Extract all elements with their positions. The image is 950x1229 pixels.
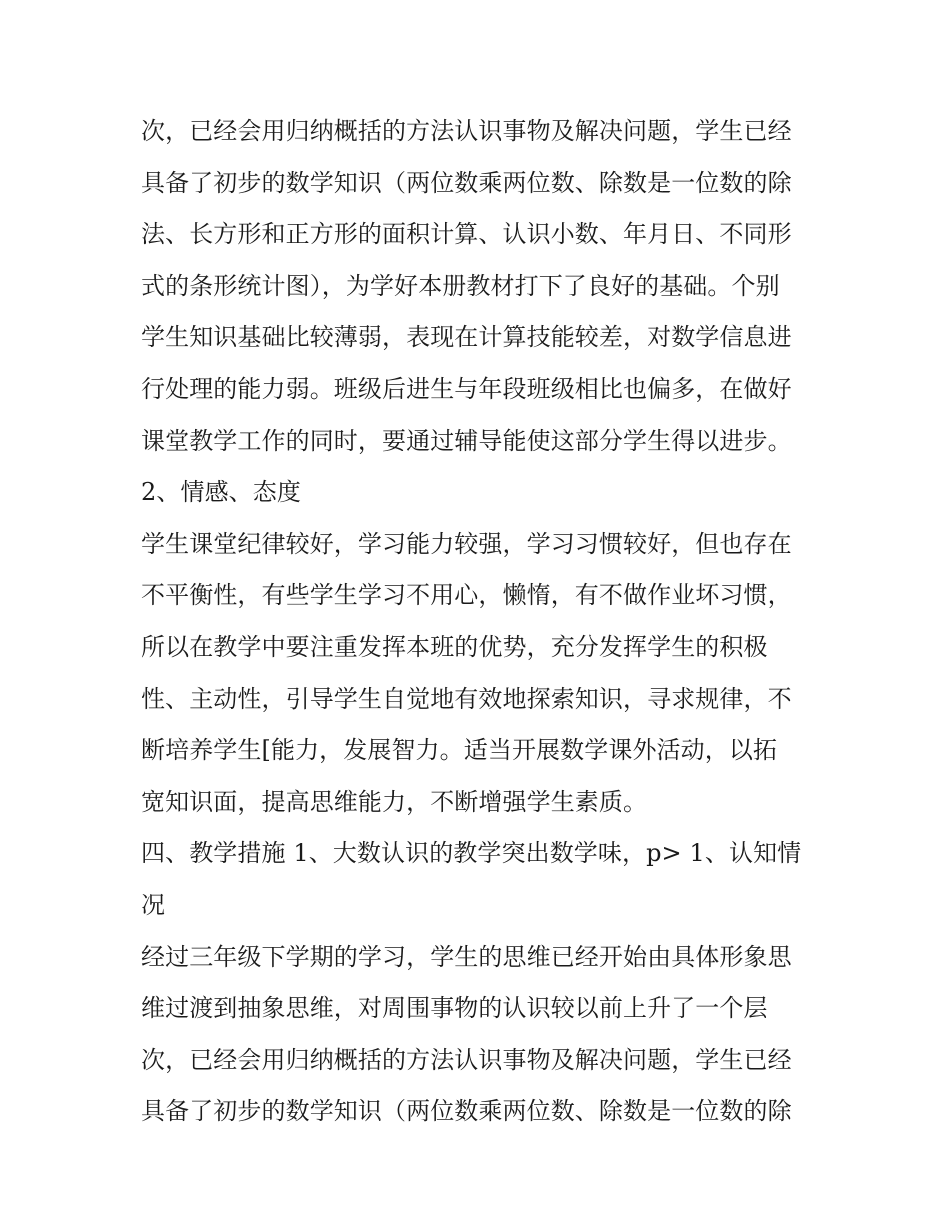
text-line: 所以在教学中要注重发挥本班的优势，充分发挥学生的积极 [141,632,768,661]
text-line: 学生知识基础比较薄弱，表现在计算技能较差，对数学信息进 [141,323,792,352]
document-body [141,106,821,1138]
text-line: 次，已经会用归纳概括的方法认识事物及解决问题，学生已经 [141,117,792,145]
section-heading: 四、教学措施 1、大数认识的教学突出数学味，p> 1、认知情 [141,839,802,868]
text-line: 课堂教学工作的同时，要通过辅导能使这部分学生得以进步。 [141,426,792,455]
text-line: 次，已经会用归纳概括的方法认识事物及解决问题，学生已经 [141,1045,792,1074]
text-line: 断培养学生[能力，发展智力。适当开展数学课外活动，以拓 [141,736,778,765]
text-line: 具备了初步的数学知识（两位数乘两位数、除数是一位数的除 [141,1097,792,1126]
text-line: 不平衡性，有些学生学习不用心，懒惰，有不做作业坏习惯， [141,581,792,610]
text-line: 行处理的能力弱。班级后进生与年段班级相比也偏多，在做好 [141,374,792,403]
text-line: 宽知识面，提高思维能力，不断增强学生素质。 [141,787,648,816]
section-heading: 况 [141,890,166,919]
text-line: 维过渡到抽象思维，对周围事物的认识较以前上升了一个层 [141,994,768,1023]
text-line: 式的条形统计图），为学好本册教材打下了良好的基础。个别 [141,271,780,300]
text-line: 学生课堂纪律较好，学习能力较强，学习习惯较好，但也存在 [141,529,792,558]
text-line: 性、主动性，引导学生自觉地有效地探索知识，寻求规律，不 [141,684,792,713]
text-line: 经过三年级下学期的学习，学生的思维已经开始由具体形象思 [141,942,792,971]
text-line: 具备了初步的数学知识（两位数乘两位数、除数是一位数的除 [141,168,792,197]
text-line: 法、长方形和正方形的面积计算、认识小数、年月日、不同形 [141,220,792,249]
section-heading: 2、情感、态度 [141,478,301,507]
